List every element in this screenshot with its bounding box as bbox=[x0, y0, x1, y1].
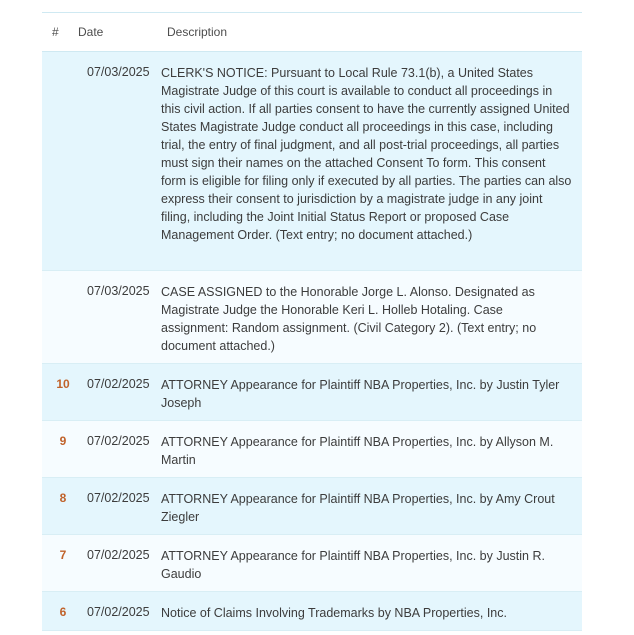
entry-description: CLERK'S NOTICE: Pursuant to Local Rule 73.1(b), a United States Magistrate Judge of this court is available to conduct all proceedings in this civil action. If all parties consent to have the currently assigned United States Magistrate Judge conduct all proceedings in this case, including trial, the entry of final judgment, and all post-trial proceedings, all parties must sign their names on the attached Consent To form. This consent form is eligible for filing only if executed by all parties. The parties can also express their consent to jurisdiction by a magistrate judge in any joint filing, including the Joint Initial Status Report or proposed Case Management Order. (Text entry; no document attached.) bbox=[161, 66, 572, 242]
entry-description: ATTORNEY Appearance for Plaintiff NBA Properties, Inc. by Justin R. Gaudio bbox=[161, 549, 545, 581]
header-date: Date bbox=[78, 25, 104, 39]
entry-number[interactable]: 10 bbox=[56, 377, 70, 391]
entry-number[interactable]: 9 bbox=[59, 434, 67, 448]
entry-date: 07/02/2025 bbox=[87, 377, 150, 391]
entry-date: 07/02/2025 bbox=[87, 491, 150, 505]
header-num: # bbox=[52, 25, 59, 39]
entry-date: 07/02/2025 bbox=[87, 548, 150, 562]
entry-number[interactable]: 8 bbox=[59, 491, 67, 505]
entry-number[interactable]: 7 bbox=[59, 548, 67, 562]
entry-description: ATTORNEY Appearance for Plaintiff NBA Properties, Inc. by Justin Tyler Joseph bbox=[161, 378, 560, 410]
entry-description: ATTORNEY Appearance for Plaintiff NBA Properties, Inc. by Amy Crout Ziegler bbox=[161, 492, 555, 524]
entry-description: ATTORNEY Appearance for Plaintiff NBA Properties, Inc. by Allyson M. Martin bbox=[161, 435, 554, 467]
entry-description: Notice of Claims Involving Trademarks by NBA Properties, Inc. bbox=[161, 606, 507, 620]
table-row bbox=[42, 478, 582, 535]
table-row bbox=[42, 535, 582, 592]
table-row bbox=[42, 271, 582, 364]
entry-description: CASE ASSIGNED to the Honorable Jorge L. Alonso. Designated as Magistrate Judge the Honorable Keri L. Holleb Hotaling. Case assignment: Random assignment. (Civil Category 2). (Text entry; no document attached.) bbox=[161, 285, 537, 353]
table-row bbox=[42, 421, 582, 478]
header-description: Description bbox=[167, 25, 228, 39]
table-row bbox=[42, 364, 582, 421]
docket-table bbox=[42, 12, 582, 631]
entry-date: 07/02/2025 bbox=[87, 434, 150, 448]
entry-date: 07/02/2025 bbox=[87, 605, 150, 619]
table-row bbox=[42, 52, 582, 271]
entry-number[interactable]: 6 bbox=[59, 605, 67, 619]
entry-date: 07/03/2025 bbox=[87, 65, 150, 79]
entry-date: 07/03/2025 bbox=[87, 284, 150, 298]
table-row bbox=[42, 592, 582, 631]
table-header bbox=[42, 13, 582, 52]
